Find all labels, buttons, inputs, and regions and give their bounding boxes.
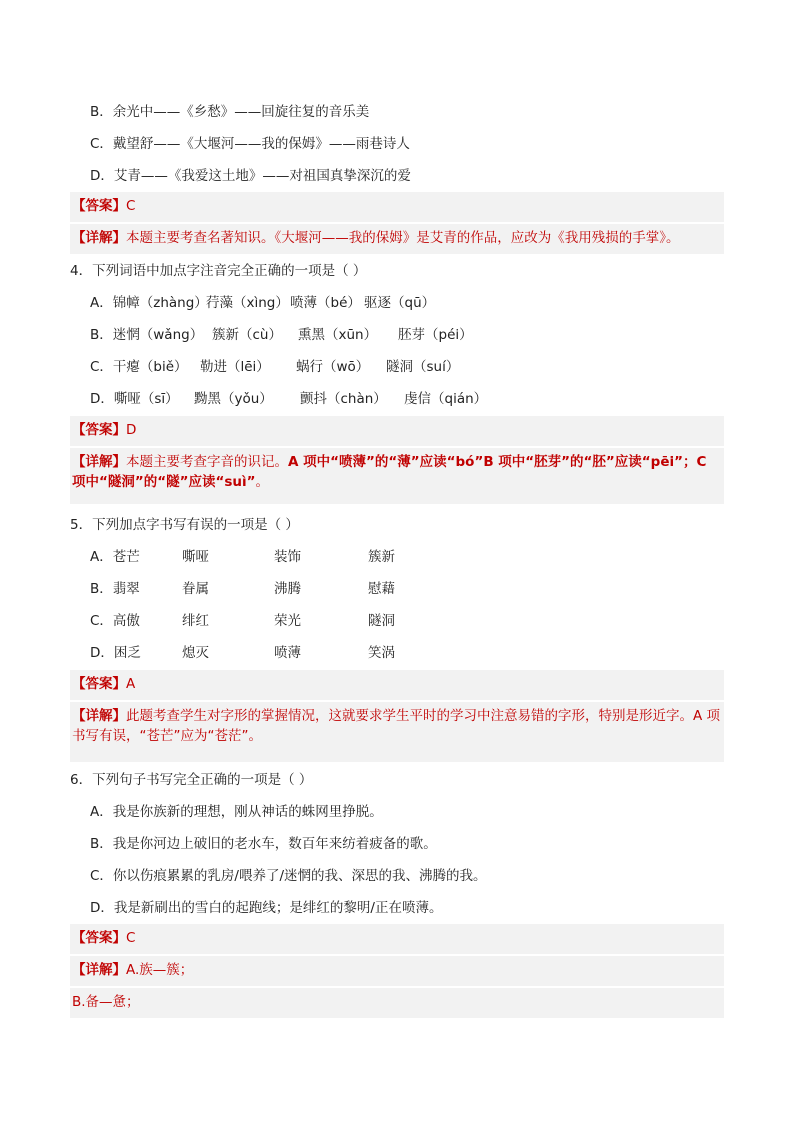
detail-text-bold: A 项中“喷薄”的“薄”应读“bó”B 项中“胚芽”的“胚”应读“pēi”；C 项中“隧洞”的“隧”应读“suì” <box>72 454 707 490</box>
option-cell: D．困乏 <box>90 645 141 661</box>
q5-answer-band <box>70 670 724 700</box>
q4-detail-band <box>70 448 724 504</box>
option-cell: C．干瘪（biě） <box>90 359 188 375</box>
detail-tag: 【详解】 <box>72 962 126 978</box>
answer-value: D <box>126 422 137 438</box>
q4-option-c <box>90 357 724 377</box>
q5-stem: 5．下列加点字书写有误的一项是（ ） <box>70 517 299 533</box>
q6-detail-band-2 <box>70 988 724 1018</box>
option-cell: 熄灭 <box>182 645 209 661</box>
option-cell: A．苍芒 <box>90 549 140 565</box>
option-cell: 笑涡 <box>368 645 395 661</box>
option-cell: 蜗行（wō） <box>296 359 370 375</box>
detail-text: A.族—簇； <box>126 962 194 978</box>
q6-answer-band <box>70 924 724 954</box>
q6-option-b: B．我是你河边上破旧的老水车，数百年来纺着疲备的歌。 <box>90 836 437 852</box>
option-cell: 绯红 <box>182 613 209 629</box>
option-cell: B．迷惘（wǎng） <box>90 327 204 343</box>
answer-tag: 【答案】 <box>72 198 126 214</box>
detail-text: 本题主要考查字音的识记。 <box>126 454 288 470</box>
option-cell: D．嘶哑（sī） <box>90 391 179 407</box>
option-cell: 颤抖（chàn） <box>300 391 387 407</box>
q6-option-c: C．你以伤痕累累的乳房/喂养了/迷惘的我、深思的我、沸腾的我。 <box>90 868 487 884</box>
q3-option-b: B．余光中——《乡愁》——回旋往复的音乐美 <box>90 104 370 120</box>
option-cell: A．锦幛（zhàng） <box>90 295 208 311</box>
detail-text: 此题考查学生对字形的掌握情况，这就要求学生平时的学习中注意易错的字形，特别是形近字。A 项书写有误，“苍芒”应为“苍茫”。 <box>72 708 721 744</box>
option-cell: 黝黑（yǒu） <box>194 391 273 407</box>
q5-option-b <box>90 579 724 599</box>
option-cell: 荣光 <box>274 613 301 629</box>
q6-detail-band <box>70 956 724 986</box>
option-cell: 眷属 <box>182 581 209 597</box>
detail-tag: 【详解】 <box>72 230 126 246</box>
option-cell: 簇新（cù） <box>212 327 282 343</box>
q6-option-d: D．我是新刷出的雪白的起跑线；是绯红的黎明/正在喷薄。 <box>90 900 443 916</box>
q4-option-b <box>90 325 724 345</box>
answer-value: C <box>126 930 136 946</box>
q4-option-a <box>90 293 724 313</box>
detail-text: B.备—惫； <box>72 994 140 1010</box>
q3-option-d: D．艾青——《我爱这土地》——对祖国真挚深沉的爱 <box>90 168 411 184</box>
q3-option-c: C．戴望舒——《大堰河——我的保姆》——雨巷诗人 <box>90 136 410 152</box>
detail-tag: 【详解】 <box>72 708 126 724</box>
q4-option-d <box>90 389 724 409</box>
option-cell: 装饰 <box>274 549 301 565</box>
q5-option-a <box>90 547 724 567</box>
q4-answer-band <box>70 416 724 446</box>
answer-value: A <box>126 676 136 692</box>
answer-tag: 【答案】 <box>72 930 126 946</box>
option-cell: 荇藻（xìng） <box>206 295 289 311</box>
q6-option-a: A．我是你族新的理想，刚从神话的蛛网里挣脱。 <box>90 804 383 820</box>
option-cell: 簇新 <box>368 549 395 565</box>
q5-detail-band <box>70 702 724 762</box>
option-cell: C．高傲 <box>90 613 140 629</box>
option-cell: 沸腾 <box>274 581 301 597</box>
option-cell: 喷薄（bé） <box>290 295 361 311</box>
answer-value: C <box>126 198 136 214</box>
q5-option-c <box>90 611 724 631</box>
option-cell: B．翡翠 <box>90 581 140 597</box>
q4-stem: 4．下列词语中加点字注音完全正确的一项是（ ） <box>70 263 367 279</box>
option-cell: 喷薄 <box>274 645 301 661</box>
q3-answer-band <box>70 192 724 222</box>
detail-text: 本题主要考查名著知识。《大堰河——我的保姆》是艾青的作品，应改为《我用残损的手掌》。 <box>126 230 680 246</box>
option-cell: 胚芽（péi） <box>398 327 473 343</box>
option-cell: 虔信（qián） <box>404 391 488 407</box>
option-cell: 熏黑（xūn） <box>298 327 378 343</box>
option-cell: 隧洞 <box>368 613 395 629</box>
option-cell: 勒进（lēi） <box>200 359 270 375</box>
answer-tag: 【答案】 <box>72 422 126 438</box>
detail-tag: 【详解】 <box>72 454 126 470</box>
q5-option-d <box>90 643 724 663</box>
option-cell: 慰藉 <box>368 581 395 597</box>
option-cell: 驱逐（qū） <box>364 295 436 311</box>
option-cell: 嘶哑 <box>182 549 209 565</box>
answer-tag: 【答案】 <box>72 676 126 692</box>
q3-detail-band <box>70 224 724 254</box>
q6-stem: 6．下列句子书写完全正确的一项是（ ） <box>70 772 313 788</box>
option-cell: 隧洞（suí） <box>386 359 460 375</box>
option-cell: 。 <box>255 474 270 490</box>
